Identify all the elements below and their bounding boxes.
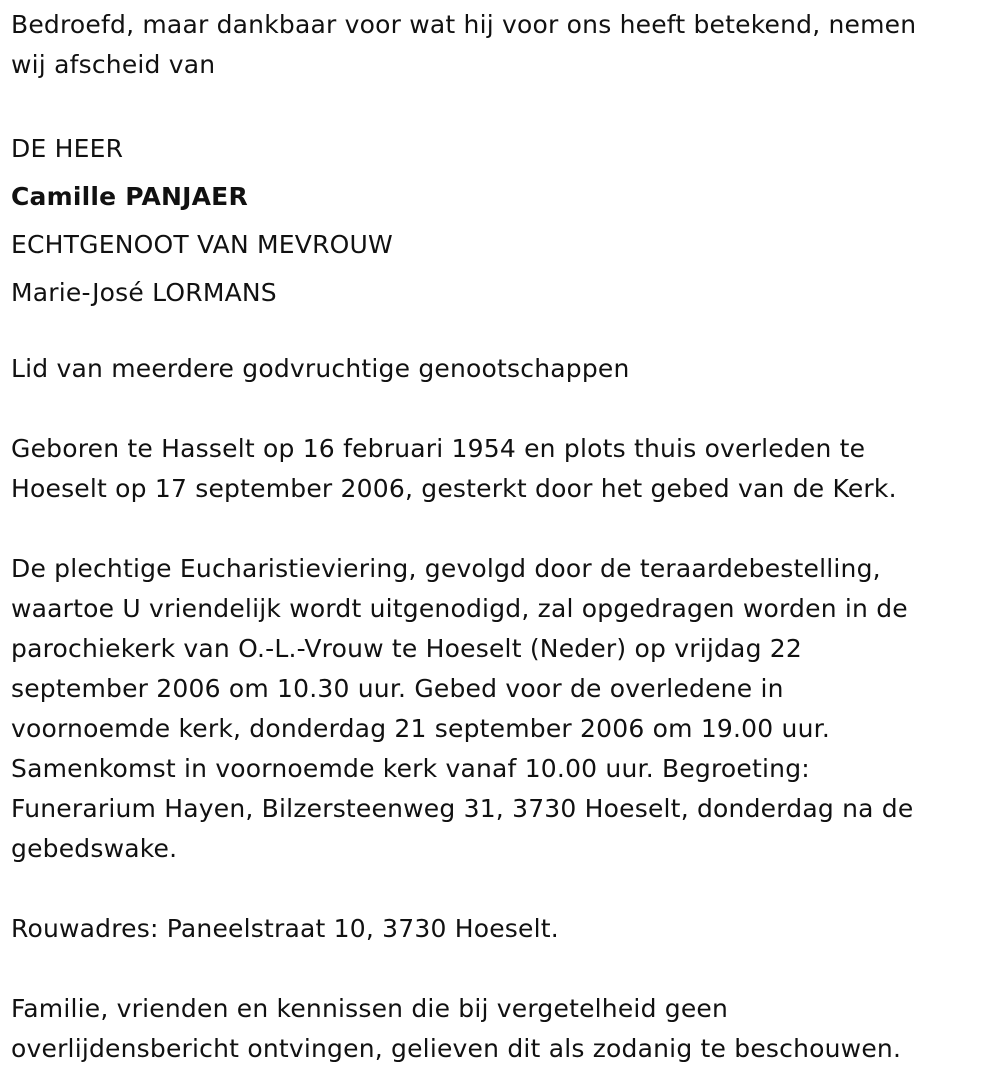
ceremony-line-5: voornoemde kerk, donderdag 21 september 2006 om 19.00 uur. — [11, 714, 830, 743]
closing-line-1: Familie, vrienden en kennissen die bij vergetelheid geen — [11, 994, 729, 1023]
deceased-block — [11, 125, 991, 317]
ceremony-line-7: Funerarium Hayen, Bilzersteenweg 31, 3730 Hoeselt, donderdag na de — [11, 794, 914, 823]
intro-line-2: wij afscheid van — [11, 50, 216, 79]
ceremony-line-4: september 2006 om 10.30 uur. Gebed voor de overledene in — [11, 674, 784, 703]
ceremony-line-6: Samenkomst in voornoemde kerk vanaf 10.00 uur. Begroeting: — [11, 754, 810, 783]
spacer — [11, 317, 991, 349]
deceased-name: Camille PANJAER — [11, 182, 248, 211]
spacer — [11, 85, 991, 125]
birth-death-line-2: Hoeselt op 17 september 2006, gesterkt door het gebed van de Kerk. — [11, 474, 897, 503]
intro-paragraph — [11, 5, 991, 85]
ceremony-line-8: gebedswake. — [11, 834, 178, 863]
spacer — [11, 389, 991, 429]
spacer — [11, 949, 991, 989]
obituary-notice — [11, 5, 991, 1069]
ceremony-line-3: parochiekerk van O.-L.-Vrouw te Hoeselt (Neder) op vrijdag 22 — [11, 634, 802, 663]
intro-line-1: Bedroefd, maar dankbaar voor wat hij voor ons heeft betekend, nemen — [11, 10, 917, 39]
ceremony-paragraph — [11, 549, 991, 869]
spacer — [11, 869, 991, 909]
spouse-name: Marie-José LORMANS — [11, 278, 277, 307]
address-text: Rouwadres: Paneelstraat 10, 3730 Hoeselt. — [11, 914, 559, 943]
membership-text: Lid van meerdere godvruchtige genootschappen — [11, 354, 630, 383]
title-label: DE HEER — [11, 134, 124, 163]
ceremony-line-2: waartoe U vriendelijk wordt uitgenodigd, zal opgedragen worden in de — [11, 594, 908, 623]
closing-paragraph — [11, 989, 991, 1069]
birth-death-paragraph — [11, 429, 991, 509]
spacer — [11, 509, 991, 549]
spouse-label: ECHTGENOOT VAN MEVROUW — [11, 230, 393, 259]
ceremony-line-1: De plechtige Eucharistieviering, gevolgd door de teraardebestelling, — [11, 554, 881, 583]
birth-death-line-1: Geboren te Hasselt op 16 februari 1954 en plots thuis overleden te — [11, 434, 866, 463]
closing-line-2: overlijdensbericht ontvingen, gelieven dit als zodanig te beschouwen. — [11, 1034, 902, 1063]
